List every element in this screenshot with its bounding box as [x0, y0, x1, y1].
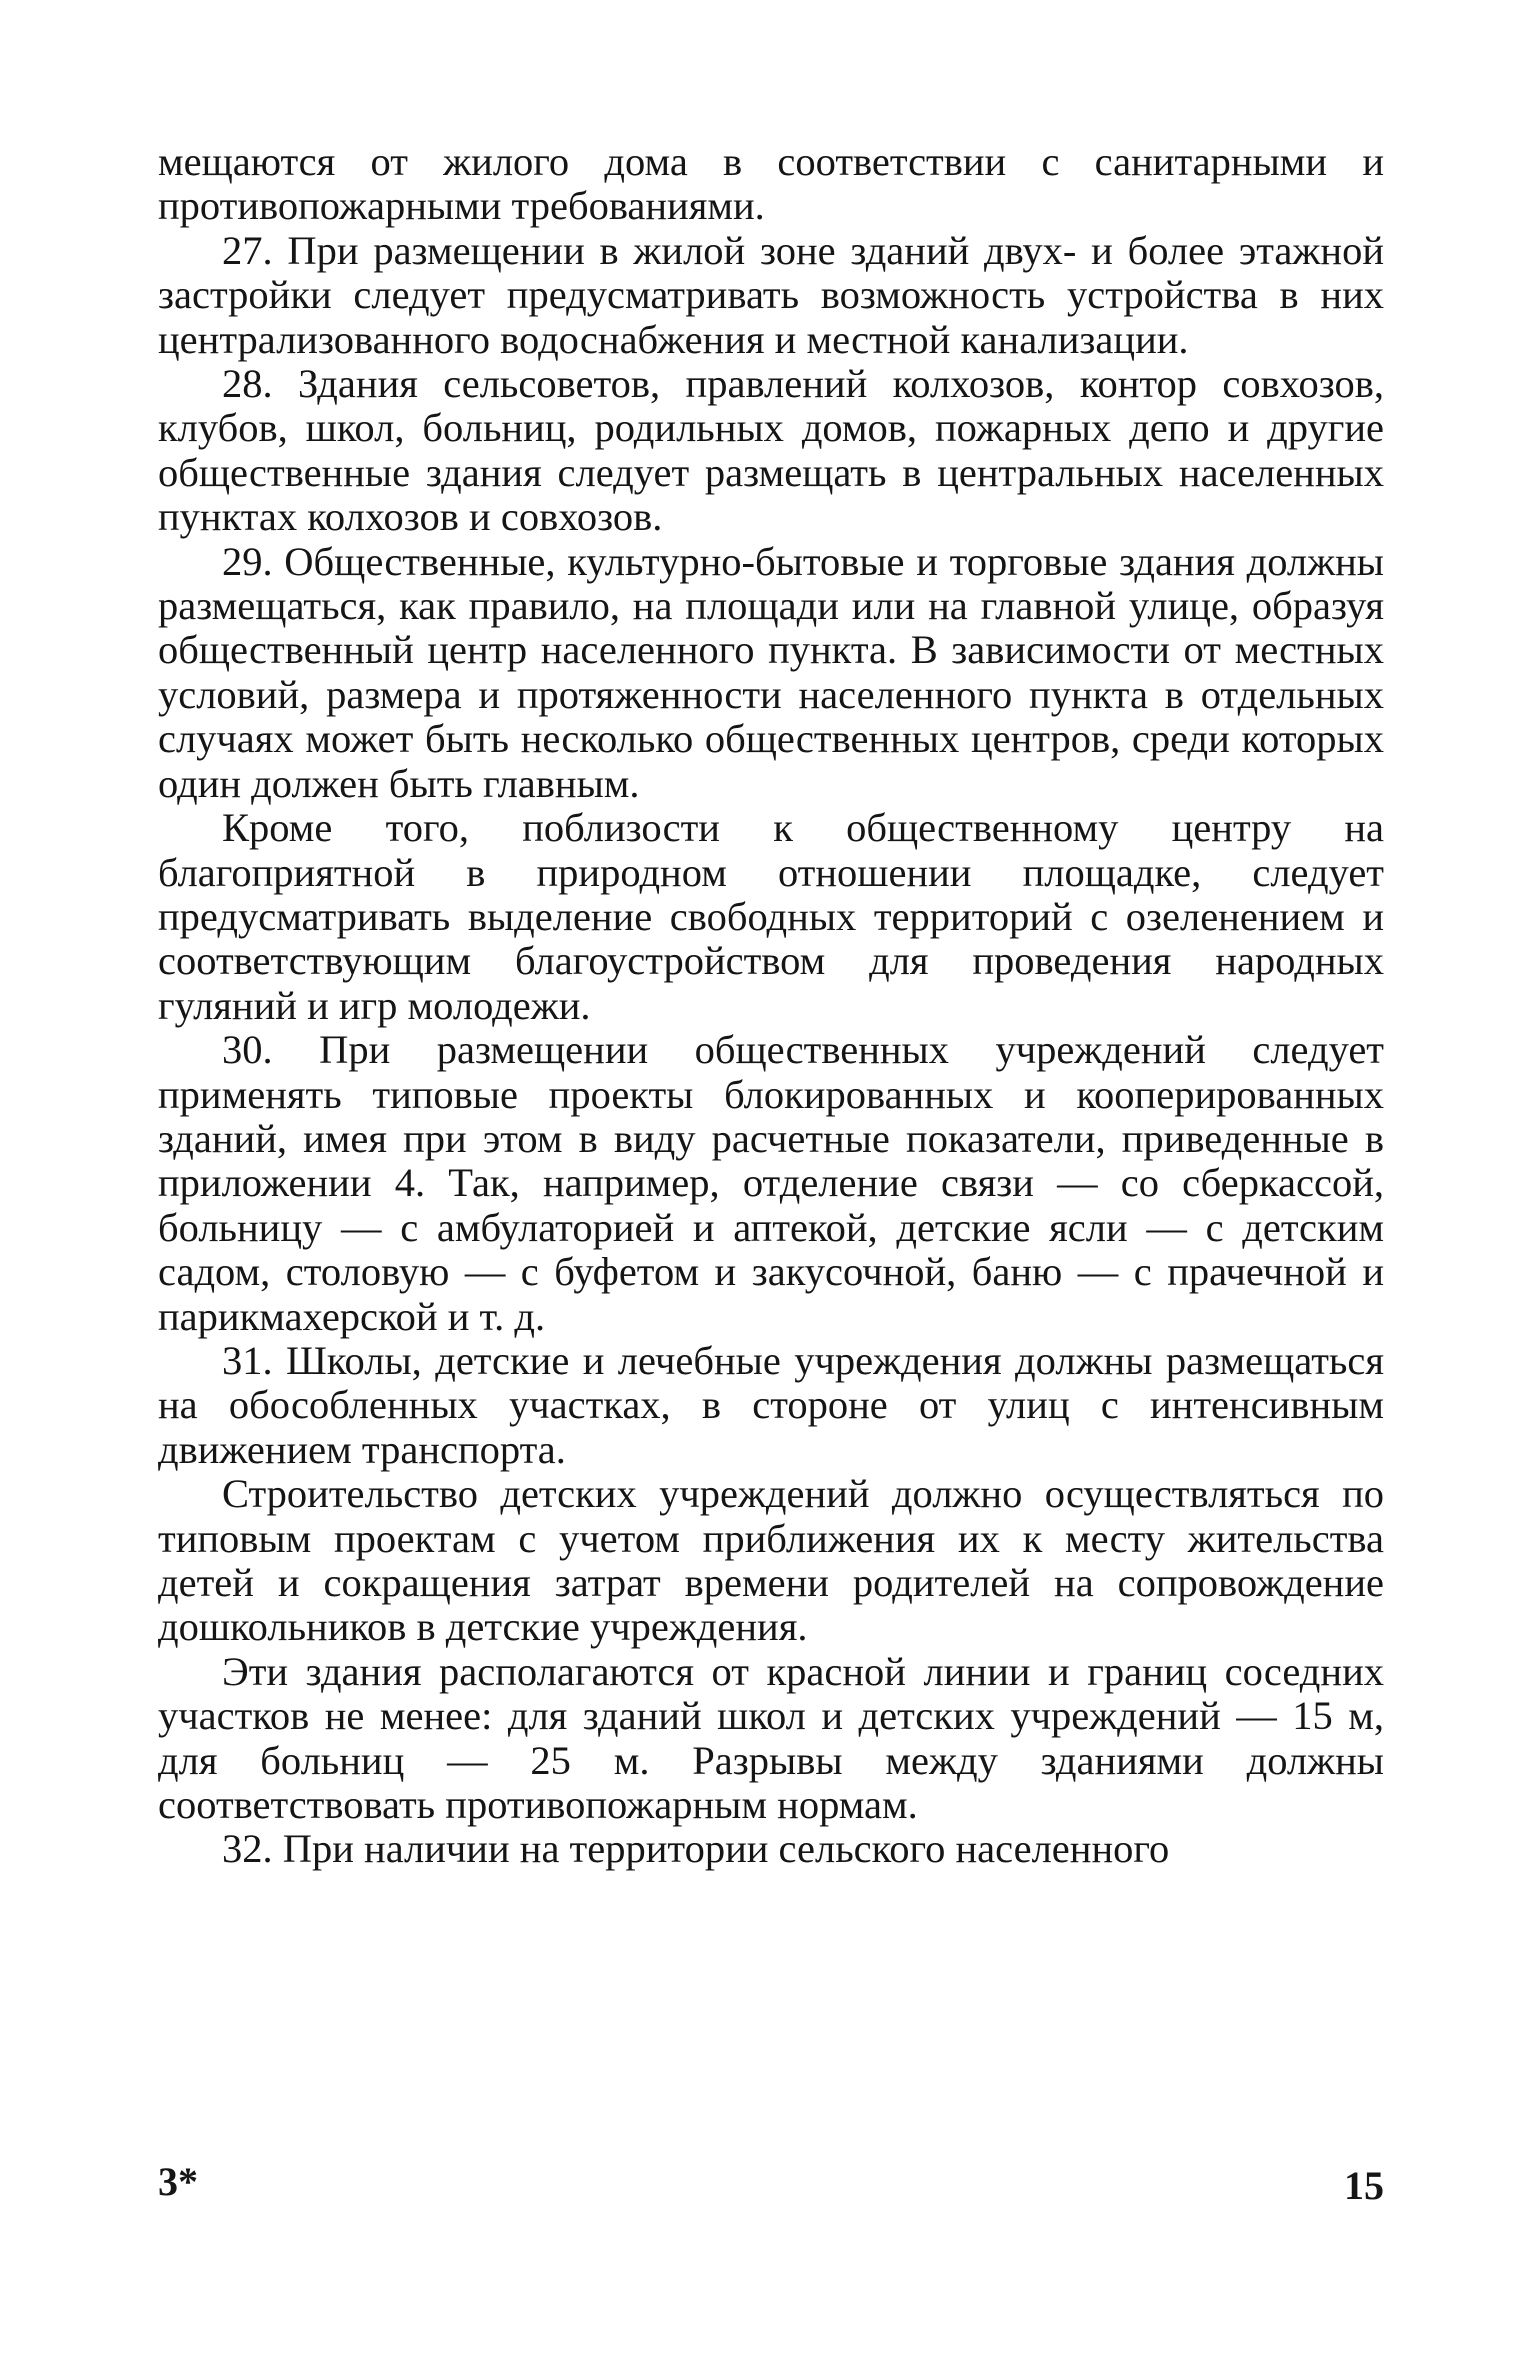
page-number: 15: [1344, 2163, 1384, 2208]
paragraph-continuation: мещаются от жилого дома в соответствии с санитарными и противопожарными требованиями.: [158, 139, 1384, 229]
paragraph-32: 32. При наличии на территории сельского населенного: [222, 1826, 1170, 1872]
sheet-signature: 3*: [158, 2159, 198, 2204]
paragraph-29-continuation: Кроме того, поблизости к общественному центру на благоприятной в природном отношении площадке, следует предусматривать выделение свободных территорий с озеленением и соответствующим благоустройством для проведения народных гуляний и игр молодежи.: [158, 805, 1384, 1028]
page-footer: [158, 2158, 1384, 2208]
paragraph-28: 28. Здания сельсоветов, правлений колхозов, контор совхозов, клубов, школ, больниц, родильных домов, пожарных депо и другие общественные здания следует размещать в центральных населенных пунктах колхозов и совхозов.: [158, 361, 1384, 540]
paragraph-27: 27. При размещении в жилой зоне зданий двух- и более этажной застройки следует предусматривать возможность устройства в них централизованного водоснабжения и местной канализации.: [158, 227, 1384, 362]
paragraph-31-children-facilities: Строительство детских учреждений должно осуществляться по типовым проектам с учетом приближения их к месту жительства детей и сокращения затрат времени родителей на сопровождение дошкольников в детские учреждения.: [158, 1471, 1384, 1650]
paragraph-29: 29. Общественные, культурно-бытовые и торговые здания должны размещаться, как правило, на площади или на главной улице, образуя общественный центр населенного пункта. В зависимости от местных условий, размера и протяженности населенного пункта в отдельных случаях может быть несколько общественных центров, среди которых один должен быть главным.: [158, 538, 1384, 806]
paragraph-31-distances: Эти здания располагаются от красной линии и границ соседних участков не менее: для зданий школ и детских учреждений — 15 м, для больниц — 25 м. Разрывы между зданиями должны соответствовать противопожарным нормам.: [158, 1648, 1384, 1828]
paragraph-31: 31. Школы, детские и лечебные учреждения должны размещаться на обособленных участках, в стороне от улиц с интенсивным движением транспорта.: [158, 1337, 1384, 1472]
paragraph-30: 30. При размещении общественных учреждений следует применять типовые проекты блокированных и кооперированных зданий, имея при этом в виду расчетные показатели, приведенные в приложении 4. Так, например, отделение связи — со сберкассой, больницу — с амбулаторией и аптекой, детские ясли — с детским садом, столовую — с буфетом и закусочной, баню — с прачечной и парикмахерской и т. д.: [158, 1027, 1384, 1339]
body-text: [158, 140, 1384, 1872]
